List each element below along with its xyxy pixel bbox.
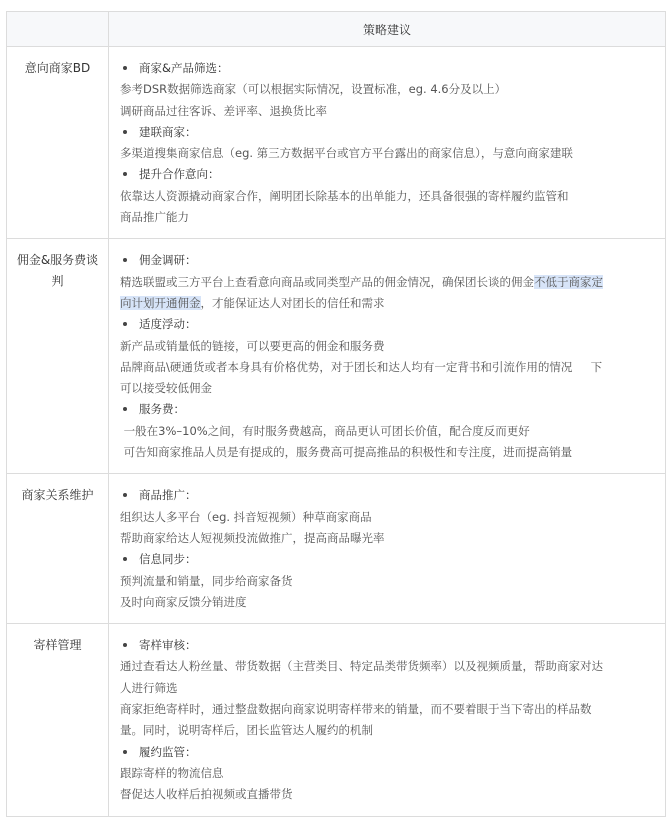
- table-header-row: [7, 12, 666, 47]
- table-row: [7, 474, 666, 624]
- header-cell-empty: [7, 12, 109, 47]
- row-content: [109, 624, 666, 816]
- table-row: [7, 624, 666, 816]
- text-segment: 精选联盟或三方平台上查看意向商品或同类型产品的佣金情况，确保团长谈的佣金: [120, 274, 534, 289]
- highlighted-text: 向计划开通佣金: [120, 295, 201, 310]
- row-content: [109, 239, 666, 474]
- table-row: [7, 239, 666, 474]
- content-line: 依靠达人资源撬动商家合作，阐明团长除基本的出单能力，还具备很强的寄样履约监管和: [120, 188, 569, 203]
- content-line: 可告知商家推品人员是有提成的，服务费高可提高推品的积极性和专注度，进而提高销量: [120, 445, 573, 460]
- row-label: 寄样管理: [7, 624, 109, 816]
- table-row: [7, 47, 666, 239]
- content-line: 跟踪寄样的物流信息: [120, 765, 224, 780]
- content-line: 督促达人收样后拍视频或直播带货: [120, 787, 293, 802]
- row-content: [109, 474, 666, 624]
- content-line: 通过查看达人粉丝量、带货数据（主营类目、特定品类带货频率）以及视频质量，帮助商家对达: [120, 659, 603, 674]
- content-line: 新产品或销量低的链接，可以要更高的佣金和服务费: [120, 338, 385, 353]
- row-label: 佣金&服务费谈判: [7, 239, 109, 474]
- content-line: 量。同时，说明寄样后，团长监管达人履约的机制: [120, 723, 373, 738]
- content-line: 可以接受较低佣金: [120, 381, 212, 396]
- content-line: 商品推广能力: [120, 210, 189, 225]
- text-segment: ，才能保证达人对团长的信任和需求: [200, 295, 385, 310]
- content-line: 预判流量和销量，同步给商家备货: [120, 573, 293, 588]
- content-line: 及时向商家反馈分销进度: [120, 594, 247, 609]
- row-content: [109, 47, 666, 239]
- content-line: 商家拒绝寄样时，通过整盘数据向商家说明寄样带来的销量，而不要着眼于当下寄出的样品数: [120, 702, 592, 717]
- header-cell-strategy: 策略建议: [109, 12, 666, 47]
- content-line: [120, 293, 657, 314]
- content-line: 人进行筛选: [120, 680, 178, 695]
- row-label: 意向商家BD: [7, 47, 109, 239]
- bullet-title: 履约监管：: [120, 742, 657, 763]
- content-line: 一般在3%–10%之间，有时服务费越高，商品更认可团长价值，配合度反而更好: [120, 423, 530, 438]
- content-line: 参考DSR数据筛选商家（可以根据实际情况，设置标准，eg. 4.6分及以上）: [120, 82, 507, 97]
- content-line: 品牌商品\硬通货或者本身具有价格优势，对于团长和达人均有一定背书和引流作用的情况 下: [120, 359, 603, 374]
- bullet-title: 商品推广：: [120, 485, 657, 506]
- bullet-title: 信息同步：: [120, 549, 657, 570]
- bullet-title: 建联商家：: [120, 122, 657, 143]
- bullet-title: 寄样审核：: [120, 635, 657, 656]
- highlighted-text: 不低于商家定: [534, 274, 603, 289]
- content-line: 帮助商家给达人短视频投流做推广，提高商品曝光率: [120, 530, 385, 545]
- content-line: [120, 272, 657, 293]
- bullet-title: 适度浮动：: [120, 314, 657, 335]
- strategy-table: [6, 11, 666, 817]
- bullet-title: 服务费：: [120, 399, 657, 420]
- content-line: 调研商品过往客诉、差评率、退换货比率: [120, 103, 327, 118]
- content-line: 组织达人多平台（eg. 抖音短视频）种草商家商品: [120, 509, 372, 524]
- bullet-title: 提升合作意向：: [120, 164, 657, 185]
- bullet-title: 佣金调研：: [120, 250, 657, 271]
- bullet-title: 商家&产品筛选：: [120, 58, 657, 79]
- content-line: 多渠道搜集商家信息（eg. 第三方数据平台或官方平台露出的商家信息），与意向商家建联: [120, 146, 573, 161]
- row-label: 商家关系维护: [7, 474, 109, 624]
